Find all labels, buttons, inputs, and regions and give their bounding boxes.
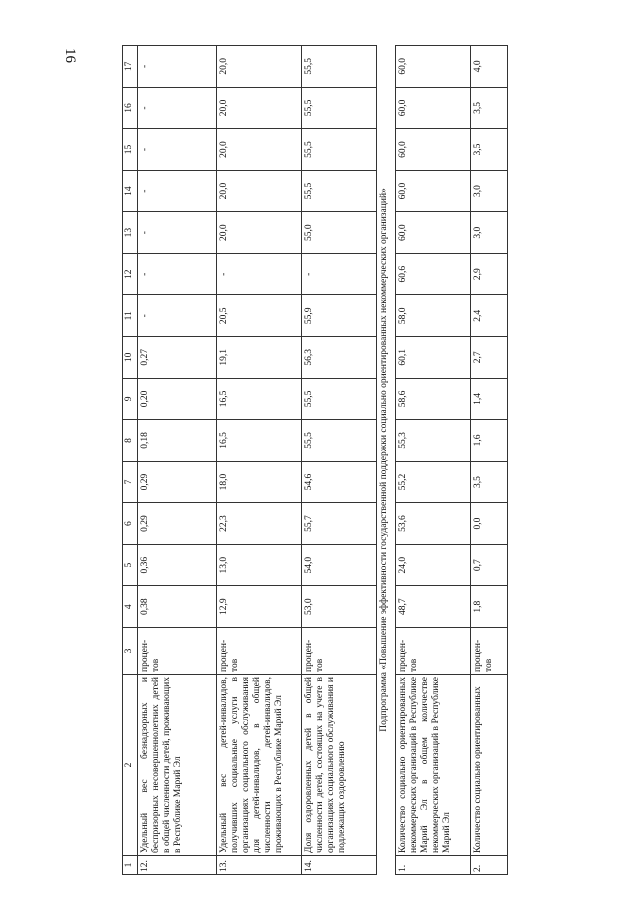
value-cell: 20,0 (217, 129, 302, 171)
value-cell: 12,9 (217, 586, 302, 628)
value-cell: - (138, 129, 217, 171)
column-header-3: 3 (123, 628, 138, 675)
indicator-name: Удельный вес безнадзорных и беспризорных несовершеннолетних детей в общей численности детей, проживающих в Республике Марий Эл (138, 675, 217, 856)
table-row (302, 46, 377, 875)
value-cell: 16,5 (217, 378, 302, 420)
value-cell: 20,0 (217, 170, 302, 212)
value-cell: 20,0 (217, 212, 302, 254)
value-cell: 3,0 (471, 212, 508, 254)
rotated-table-container (122, 45, 512, 875)
value-cell: 13,0 (217, 544, 302, 586)
value-cell: 3,5 (471, 461, 508, 503)
value-cell: - (138, 46, 217, 88)
value-cell: 16,5 (217, 420, 302, 462)
value-cell: - (302, 253, 377, 295)
value-cell: 3,5 (471, 87, 508, 129)
value-cell: 55,5 (302, 87, 377, 129)
value-cell: 55,5 (302, 170, 377, 212)
value-cell: 54,6 (302, 461, 377, 503)
value-cell: 60,0 (396, 46, 471, 88)
value-cell: 0,20 (138, 378, 217, 420)
value-cell: 0,7 (471, 544, 508, 586)
value-cell: 1,8 (471, 586, 508, 628)
value-cell: 55,7 (302, 503, 377, 545)
table-row (138, 46, 217, 875)
value-cell: 0,0 (471, 503, 508, 545)
value-cell: 60,0 (396, 87, 471, 129)
value-cell: 20,5 (217, 295, 302, 337)
column-header-4: 4 (123, 586, 138, 628)
value-cell: - (138, 212, 217, 254)
value-cell: 0,38 (138, 586, 217, 628)
value-cell: 55,5 (302, 129, 377, 171)
value-cell: 55,9 (302, 295, 377, 337)
value-cell: 53,0 (302, 586, 377, 628)
column-header-5: 5 (123, 544, 138, 586)
value-cell: 0,29 (138, 503, 217, 545)
value-cell: 60,6 (396, 253, 471, 295)
column-header-8: 8 (123, 420, 138, 462)
value-cell: 55,5 (302, 46, 377, 88)
column-header-17: 17 (123, 46, 138, 88)
unit-cell: процен-тов (471, 628, 508, 675)
value-cell: 24,0 (396, 544, 471, 586)
value-cell: 0,18 (138, 420, 217, 462)
column-header-15: 15 (123, 129, 138, 171)
table-row (217, 46, 302, 875)
row-index: 2. (471, 856, 508, 875)
value-cell: 3,0 (471, 170, 508, 212)
value-cell: 0,36 (138, 544, 217, 586)
unit-cell: процен-тов (396, 628, 471, 675)
value-cell: 20,0 (217, 87, 302, 129)
indicator-name: Удельный вес детей-инвалидов, получивших социальные услуги в организациях социального обслуживания для детей-инвалидов, в общей численности детей-инвалидов, проживающих в Республике Марий Эл (217, 675, 302, 856)
value-cell: 56,3 (302, 337, 377, 379)
table-row (471, 46, 508, 875)
table-row (396, 46, 471, 875)
value-cell: 48,7 (396, 586, 471, 628)
indicator-name: Количество социально ориентированных (471, 675, 508, 856)
value-cell: 58,0 (396, 295, 471, 337)
value-cell: 55,2 (396, 461, 471, 503)
value-cell: 2,9 (471, 253, 508, 295)
page-number: 16 (62, 48, 78, 63)
value-cell: 55,5 (302, 378, 377, 420)
value-cell: 2,7 (471, 337, 508, 379)
value-cell: 58,6 (396, 378, 471, 420)
column-header-10: 10 (123, 337, 138, 379)
value-cell: 2,4 (471, 295, 508, 337)
row-index: 12. (138, 856, 217, 875)
column-header-11: 11 (123, 295, 138, 337)
indicator-name: Доля оздоровленных детей в общей численности детей, состоящих на учете в организациях социального обслуживания и подлежащих оздоровлению (302, 675, 377, 856)
value-cell: 60,1 (396, 337, 471, 379)
value-cell: 53,6 (396, 503, 471, 545)
row-index: 13. (217, 856, 302, 875)
value-cell: 55,3 (396, 420, 471, 462)
column-header-12: 12 (123, 253, 138, 295)
column-header-1: 1 (123, 856, 138, 875)
column-header-7: 7 (123, 461, 138, 503)
value-cell: 0,27 (138, 337, 217, 379)
unit-cell: процен-тов (138, 628, 217, 675)
value-cell: 54,0 (302, 544, 377, 586)
indicator-name: Количество социально ориентированных некоммерческих организаций в Республике Марий Эл в общем количестве некоммерческих организаций в Республике Марий Эл (396, 675, 471, 856)
unit-cell: процен-тов (302, 628, 377, 675)
column-header-13: 13 (123, 212, 138, 254)
value-cell: 3,5 (471, 129, 508, 171)
unit-cell: процен-тов (217, 628, 302, 675)
column-header-2: 2 (123, 675, 138, 856)
subprogram-row (377, 46, 396, 875)
value-cell: 55,5 (302, 420, 377, 462)
value-cell: - (138, 170, 217, 212)
value-cell: 19,1 (217, 337, 302, 379)
value-cell: 20,0 (217, 46, 302, 88)
column-header-14: 14 (123, 170, 138, 212)
row-index: 1. (396, 856, 471, 875)
row-index: 14. (302, 856, 377, 875)
value-cell: 4,0 (471, 46, 508, 88)
value-cell: - (138, 295, 217, 337)
value-cell: 1,4 (471, 378, 508, 420)
column-header-9: 9 (123, 378, 138, 420)
column-header-16: 16 (123, 87, 138, 129)
column-header-6: 6 (123, 503, 138, 545)
value-cell: - (217, 253, 302, 295)
value-cell: 60,0 (396, 212, 471, 254)
value-cell: 1,6 (471, 420, 508, 462)
value-cell: - (138, 87, 217, 129)
value-cell: 60,0 (396, 170, 471, 212)
value-cell: 22,3 (217, 503, 302, 545)
value-cell: 55,0 (302, 212, 377, 254)
value-cell: 60,0 (396, 129, 471, 171)
value-cell: 0,29 (138, 461, 217, 503)
value-cell: - (138, 253, 217, 295)
indicators-table (122, 45, 508, 875)
value-cell: 18,0 (217, 461, 302, 503)
subprogram-title: Подпрограмма «Повышение эффективности государственной поддержки социально ориентированных некоммерческих организаций» (377, 46, 396, 875)
table-body (138, 46, 508, 875)
column-number-row (123, 46, 138, 875)
